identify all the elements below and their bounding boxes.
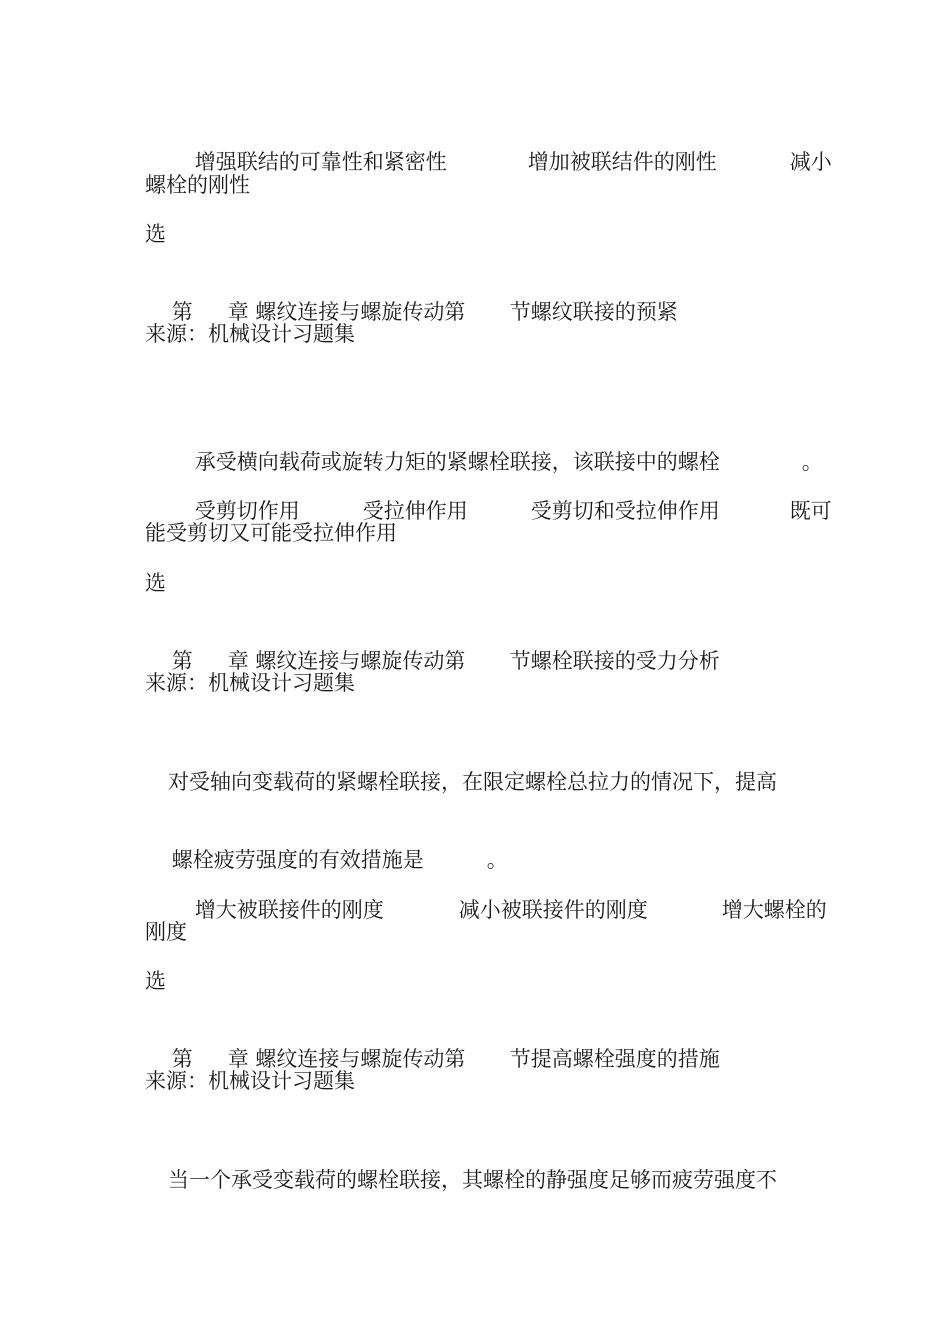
q3-option-a: 增大被联接件的刚度 bbox=[194, 898, 384, 922]
q1-source: 来源：机械设计习题集 bbox=[145, 322, 355, 346]
q2-chapter-a: 第 bbox=[171, 649, 193, 673]
q1-chapter-b: 章 螺纹连接与螺旋传动第 bbox=[227, 300, 466, 324]
q3-stem-text: 螺栓疲劳强度的有效措施是 bbox=[171, 848, 424, 872]
q1-answer-label: 选 bbox=[145, 222, 166, 246]
q2-stem-text: 承受横向载荷或旋转力矩的紧螺栓联接，该联接中的螺栓 bbox=[194, 450, 720, 474]
q3-stem-line1: 对受轴向变载荷的紧螺栓联接，在限定螺栓总拉力的情况下，提高 bbox=[168, 770, 777, 794]
q3-option-b: 减小被联接件的刚度 bbox=[458, 898, 648, 922]
q3-chapter-b: 章 螺纹连接与螺旋传动第 bbox=[227, 1047, 466, 1071]
q1-chapter-a: 第 bbox=[171, 300, 193, 324]
q2-chapter-c: 节螺栓联接的受力分析 bbox=[509, 649, 720, 673]
q1-option-c: 减小 bbox=[789, 150, 832, 174]
q2-option-d: 既可 bbox=[789, 499, 832, 523]
q2-option-c: 受剪切和受拉伸作用 bbox=[530, 499, 720, 523]
q1-chapter-c: 节螺纹联接的预紧 bbox=[509, 300, 678, 324]
q1-option-b: 增加被联结件的刚性 bbox=[527, 150, 717, 174]
q2-source: 来源：机械设计习题集 bbox=[145, 671, 355, 695]
q3-source: 来源：机械设计习题集 bbox=[145, 1069, 355, 1093]
q3-options-line1 bbox=[168, 868, 827, 952]
q3-chapter-a: 第 bbox=[171, 1047, 193, 1071]
q3-option-c: 增大螺栓的 bbox=[721, 898, 827, 922]
q2-answer-label: 选 bbox=[145, 571, 166, 595]
q3-chapter-c: 节提高螺栓强度的措施 bbox=[509, 1047, 720, 1071]
q2-option-b: 受拉伸作用 bbox=[362, 499, 468, 523]
q4-stem-line1: 当一个承受变载荷的螺栓联接，其螺栓的静强度足够而疲劳强度不 bbox=[168, 1168, 777, 1192]
q2-chapter-b: 章 螺纹连接与螺旋传动第 bbox=[227, 649, 466, 673]
q1-options-line1 bbox=[168, 120, 832, 204]
q1-options-line2: 螺栓的刚性 bbox=[145, 173, 250, 197]
q1-option-a: 增强联结的可靠性和紧密性 bbox=[194, 150, 447, 174]
q3-answer-label: 选 bbox=[145, 969, 166, 993]
q2-options-line2: 能受剪切又可能受拉伸作用 bbox=[145, 521, 397, 545]
q2-stem-end: 。 bbox=[801, 450, 823, 474]
q3-stem-end: 。 bbox=[486, 848, 508, 872]
q3-options-line2: 刚度 bbox=[145, 920, 187, 944]
q2-option-a: 受剪切作用 bbox=[194, 499, 300, 523]
